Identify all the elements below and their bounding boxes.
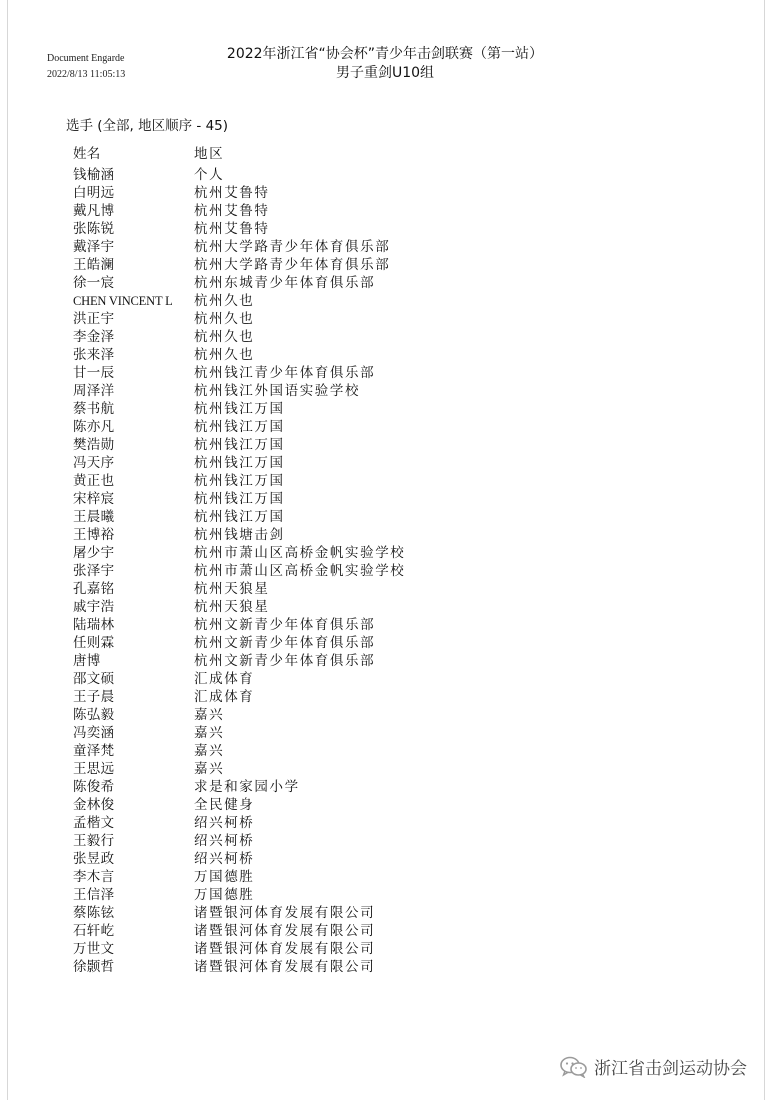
fencer-region: 个人 — [194, 167, 225, 183]
fencer-region: 杭州艾鲁特 — [194, 203, 270, 219]
title-line-1: 2022年浙江省“协会杯”青少年击剑联赛（第一站） — [226, 46, 544, 62]
fencer-name: 王信泽 — [73, 887, 115, 903]
document-title — [170, 45, 600, 83]
fencer-name: 王子晨 — [73, 689, 115, 705]
table-row — [73, 220, 405, 238]
fencer-region: 全民健身 — [194, 797, 255, 813]
fencer-region: 杭州大学路青少年体育俱乐部 — [194, 257, 391, 273]
table-row — [73, 346, 405, 364]
table-row — [73, 742, 405, 760]
table-row — [73, 184, 405, 202]
fencer-region: 杭州文新青少年体育俱乐部 — [194, 617, 376, 633]
table-row — [73, 166, 405, 184]
table-row — [73, 328, 405, 346]
fencer-region: 杭州钱江万国 — [194, 437, 285, 453]
watermark-text: 浙江省击剑运动协会 — [594, 1059, 747, 1079]
fencer-name: 王皓澜 — [73, 257, 115, 273]
table-row — [73, 202, 405, 220]
table-row — [73, 706, 405, 724]
fencer-name: 孔嘉铭 — [73, 581, 115, 597]
fencer-region: 杭州久也 — [194, 347, 255, 363]
fencer-name: 钱榆涵 — [73, 167, 115, 183]
title-line-2: 男子重剑U10组 — [335, 65, 435, 81]
fencer-region: 绍兴柯桥 — [194, 815, 255, 831]
fencer-name: 王思远 — [73, 761, 115, 777]
fencer-region: 汇成体育 — [194, 671, 255, 687]
table-row — [73, 922, 405, 940]
fencer-name: 孟楷文 — [73, 815, 115, 831]
table-row — [73, 868, 405, 886]
table-row — [73, 760, 405, 778]
fencer-region: 杭州钱江青少年体育俱乐部 — [194, 365, 376, 381]
watermark — [560, 1054, 747, 1079]
fencer-region: 杭州天狼星 — [194, 599, 270, 615]
fencer-region: 杭州久也 — [194, 311, 255, 327]
table-row — [73, 598, 405, 616]
page-border-right — [764, 0, 765, 1100]
table-row — [73, 832, 405, 850]
fencer-name: 王毅行 — [73, 833, 115, 849]
fencer-name: 童泽梵 — [73, 743, 115, 759]
section-heading: 选手 (全部, 地区顺序 - 45) — [66, 118, 229, 134]
fencer-region: 求是和家园小学 — [194, 779, 300, 795]
column-header-name: 姓名 — [73, 146, 101, 162]
fencer-name: 樊浩勋 — [73, 437, 115, 453]
fencer-region: 诸暨银河体育发展有限公司 — [194, 923, 376, 939]
fencer-region: 杭州钱江万国 — [194, 509, 285, 525]
fencer-name: 张泽宇 — [73, 563, 115, 579]
fencer-region: 杭州市萧山区高桥金帆实验学校 — [194, 563, 406, 579]
table-header — [73, 144, 405, 166]
fencer-region: 杭州钱江万国 — [194, 491, 285, 507]
table-row — [73, 472, 405, 490]
fencer-name: 蔡陈铉 — [73, 905, 115, 921]
fencer-table — [73, 144, 405, 976]
fencer-name: 张陈锐 — [73, 221, 115, 237]
fencer-region: 诸暨银河体育发展有限公司 — [194, 905, 376, 921]
fencer-region: 杭州钱塘击剑 — [194, 527, 285, 543]
fencer-region: 杭州文新青少年体育俱乐部 — [194, 635, 376, 651]
column-header-region: 地区 — [194, 146, 225, 162]
fencer-name: 徐颢哲 — [73, 959, 115, 975]
fencer-region: 杭州久也 — [194, 329, 255, 345]
table-row — [73, 508, 405, 526]
fencer-name: 金林俊 — [73, 797, 115, 813]
fencer-name: 陈俊希 — [73, 779, 115, 795]
fencer-region: 杭州钱江万国 — [194, 419, 285, 435]
fencer-region: 汇成体育 — [194, 689, 255, 705]
table-row — [73, 292, 405, 310]
table-row — [73, 562, 405, 580]
table-row — [73, 850, 405, 868]
fencer-region: 杭州文新青少年体育俱乐部 — [194, 653, 376, 669]
table-row — [73, 238, 405, 256]
fencer-name: 甘一辰 — [73, 365, 115, 381]
fencer-name: 蔡书航 — [73, 401, 115, 417]
fencer-region: 万国德胜 — [194, 869, 255, 885]
fencer-region: 杭州大学路青少年体育俱乐部 — [194, 239, 391, 255]
fencer-name: 白明远 — [73, 185, 115, 201]
fencer-name: 任则霖 — [73, 635, 115, 651]
table-row — [73, 904, 405, 922]
table-row — [73, 382, 405, 400]
timestamp: 2022/8/13 11:05:13 — [47, 69, 126, 80]
table-row — [73, 688, 405, 706]
table-row — [73, 274, 405, 292]
table-row — [73, 418, 405, 436]
fencer-name: 徐一宸 — [73, 275, 115, 291]
fencer-name: 张昱政 — [73, 851, 115, 867]
fencer-name: 冯天序 — [73, 455, 115, 471]
table-row — [73, 724, 405, 742]
fencer-name: 洪正宇 — [73, 311, 115, 327]
fencer-region: 绍兴柯桥 — [194, 851, 255, 867]
table-row — [73, 526, 405, 544]
fencer-name: 黄正也 — [73, 473, 115, 489]
fencer-region: 杭州艾鲁特 — [194, 185, 270, 201]
page-border-left — [7, 0, 8, 1100]
fencer-name: 陈弘毅 — [73, 707, 115, 723]
wechat-icon — [560, 1056, 588, 1078]
fencer-name: 陆瑞林 — [73, 617, 115, 633]
producer-label: Document Engarde — [47, 53, 125, 64]
fencer-region: 杭州钱江外国语实验学校 — [194, 383, 361, 399]
fencer-region: 万国德胜 — [194, 887, 255, 903]
fencer-name: 万世文 — [73, 941, 115, 957]
fencer-region: 杭州东城青少年体育俱乐部 — [194, 275, 376, 291]
table-row — [73, 778, 405, 796]
fencer-name: 戴凡博 — [73, 203, 115, 219]
table-row — [73, 940, 405, 958]
fencer-region: 杭州市萧山区高桥金帆实验学校 — [194, 545, 406, 561]
table-row — [73, 886, 405, 904]
fencer-region: 杭州天狼星 — [194, 581, 270, 597]
fencer-region: 嘉兴 — [194, 761, 225, 777]
table-row — [73, 958, 405, 976]
fencer-region: 杭州钱江万国 — [194, 473, 285, 489]
fencer-name: 戚宇浩 — [73, 599, 115, 615]
fencer-region: 嘉兴 — [194, 743, 225, 759]
fencer-name: 王晨曦 — [73, 509, 115, 525]
table-row — [73, 544, 405, 562]
fencer-name: 周泽洋 — [73, 383, 115, 399]
fencer-name: 李木言 — [73, 869, 115, 885]
table-row — [73, 436, 405, 454]
table-row — [73, 256, 405, 274]
table-row — [73, 670, 405, 688]
table-row — [73, 796, 405, 814]
table-row — [73, 652, 405, 670]
fencer-name: 宋梓宸 — [73, 491, 115, 507]
table-row — [73, 490, 405, 508]
fencer-name: 冯奕涵 — [73, 725, 115, 741]
table-row — [73, 400, 405, 418]
document-meta — [47, 51, 125, 82]
table-row — [73, 364, 405, 382]
fencer-name: 唐博 — [73, 653, 101, 669]
fencer-region: 诸暨银河体育发展有限公司 — [194, 959, 376, 975]
fencer-region: 杭州钱江万国 — [194, 401, 285, 417]
fencer-region: 杭州艾鲁特 — [194, 221, 270, 237]
fencer-name: 王博裕 — [73, 527, 115, 543]
fencer-name: 邵文硕 — [73, 671, 115, 687]
fencer-name: 李金泽 — [73, 329, 115, 345]
fencer-region: 诸暨银河体育发展有限公司 — [194, 941, 376, 957]
table-row — [73, 814, 405, 832]
fencer-region: 嘉兴 — [194, 707, 225, 723]
table-row — [73, 616, 405, 634]
fencer-region: 嘉兴 — [194, 725, 225, 741]
fencer-region: 杭州久也 — [194, 293, 255, 309]
table-body — [73, 166, 405, 976]
fencer-name: 石轩屹 — [73, 923, 115, 939]
fencer-name: 张来泽 — [73, 347, 115, 363]
fencer-region: 杭州钱江万国 — [194, 455, 285, 471]
table-row — [73, 454, 405, 472]
table-row — [73, 580, 405, 598]
fencer-name: 陈亦凡 — [73, 419, 115, 435]
fencer-name: CHEN VINCENT L — [73, 294, 173, 308]
fencer-name: 戴泽宇 — [73, 239, 115, 255]
table-row — [73, 634, 405, 652]
fencer-region: 绍兴柯桥 — [194, 833, 255, 849]
table-row — [73, 310, 405, 328]
fencer-name: 屠少宇 — [73, 545, 115, 561]
